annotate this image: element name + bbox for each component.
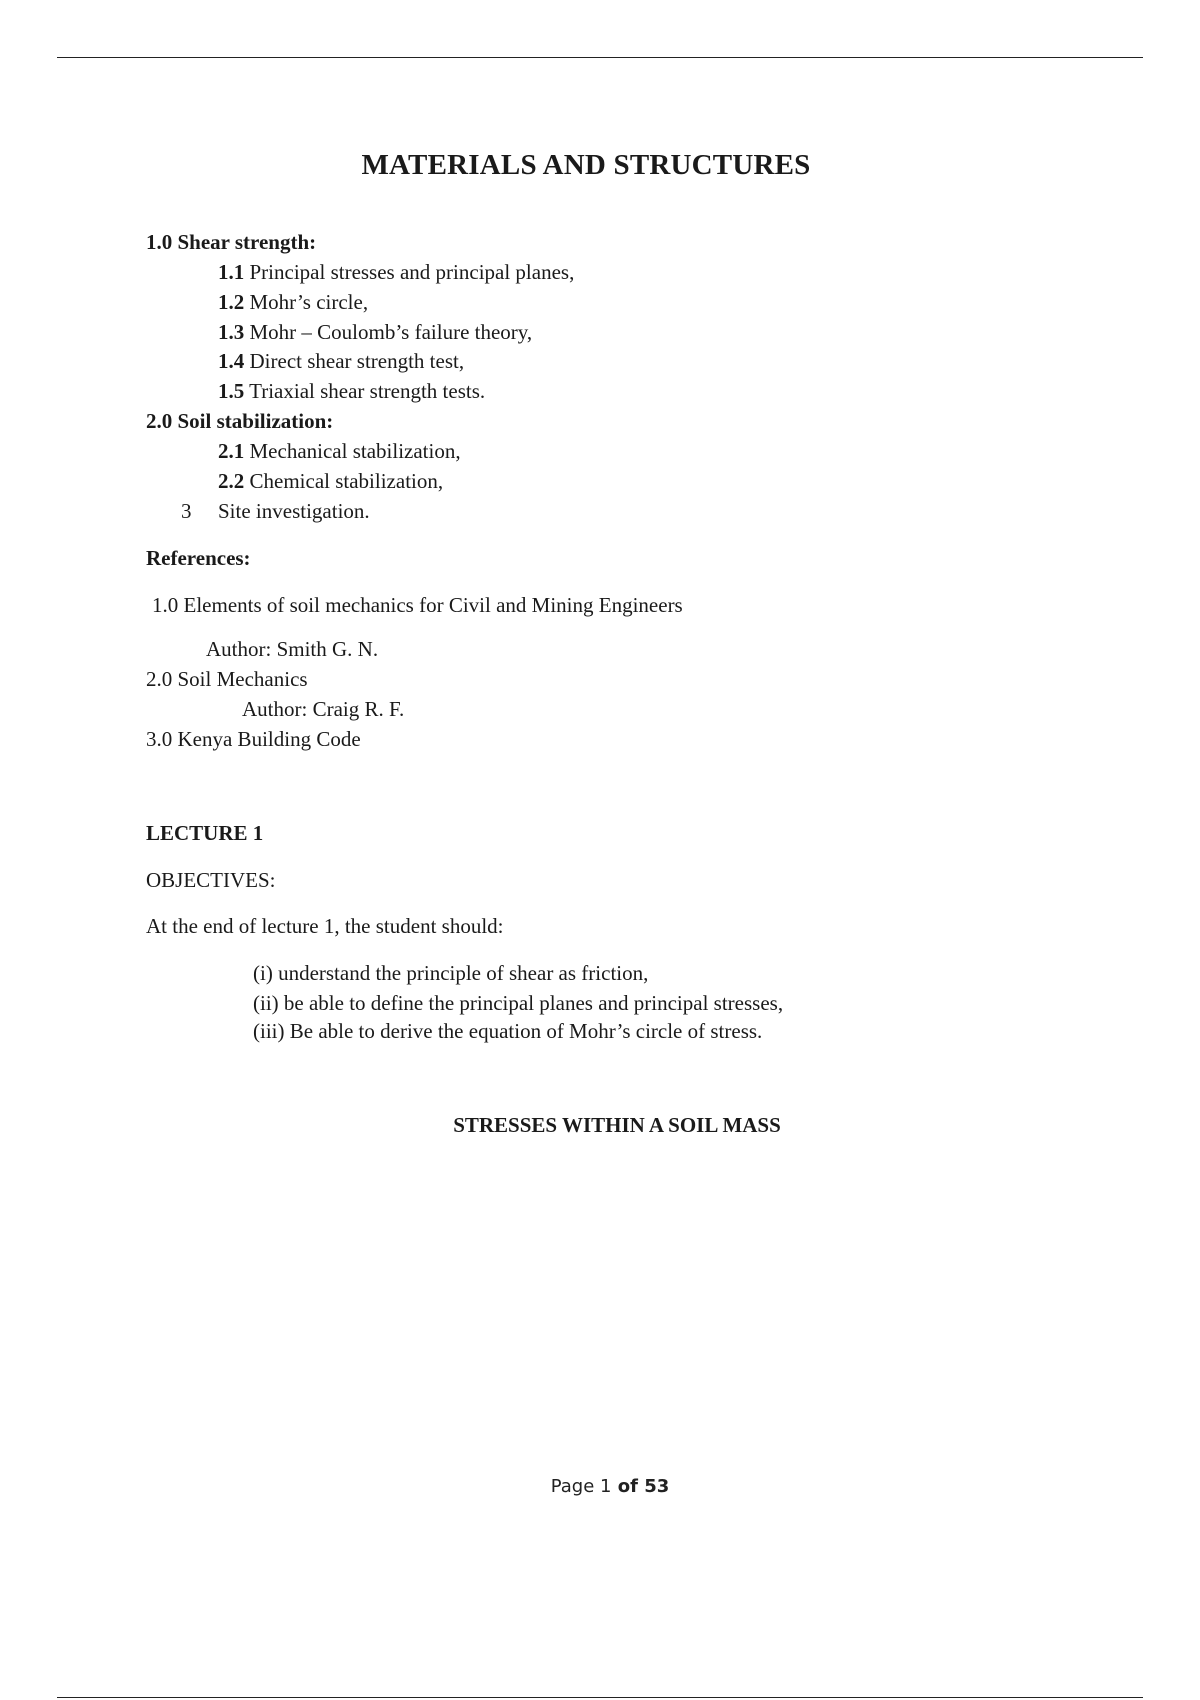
outline-item-text: Mohr – Coulomb’s failure theory, xyxy=(244,320,533,344)
outline-item-text: Direct shear strength test, xyxy=(244,349,465,373)
outline-item-text: Site investigation. xyxy=(218,499,370,523)
outline-item-text: Chemical stabilization, xyxy=(244,469,444,493)
outline-item xyxy=(218,319,532,345)
page-total: 53 xyxy=(644,1476,670,1497)
outline-item-text: Principal stresses and principal planes, xyxy=(244,260,575,284)
outline-item xyxy=(218,259,574,285)
objective-item: (i) understand the principle of shear as friction, xyxy=(253,961,649,985)
document-title: MATERIALS AND STRUCTURES xyxy=(361,149,811,181)
outline-item-number: 2.1 xyxy=(218,439,245,463)
outline-item-number: 1.3 xyxy=(218,320,245,344)
outline-item-number: 2.2 xyxy=(218,469,245,493)
objectives-label: OBJECTIVES: xyxy=(146,868,276,892)
outline-item-number: 1.4 xyxy=(218,349,245,373)
outline-item-text: Mechanical stabilization, xyxy=(244,439,461,463)
page-current: 1 xyxy=(600,1476,612,1497)
outline-item xyxy=(218,468,443,494)
objective-item: (ii) be able to define the principal planes and principal stresses, xyxy=(253,991,784,1015)
reference-title: 1.0 Elements of soil mechanics for Civil and Mining Engineers xyxy=(152,593,683,617)
page-word: Page xyxy=(550,1476,601,1497)
of-word: of xyxy=(611,1476,645,1497)
outline-item-number: 1.2 xyxy=(218,290,245,314)
section-heading-shear-strength: 1.0 Shear strength: xyxy=(146,230,317,254)
outline-item-text: Triaxial shear strength tests. xyxy=(244,379,486,403)
reference-title: 3.0 Kenya Building Code xyxy=(146,727,361,751)
objectives-intro: At the end of lecture 1, the student should: xyxy=(146,914,504,938)
section-title-stresses: STRESSES WITHIN A SOIL MASS xyxy=(453,1113,781,1137)
outline-item xyxy=(218,378,485,404)
references-heading: References: xyxy=(146,546,251,570)
outline-item-number: 1.1 xyxy=(218,260,245,284)
objective-item: (iii) Be able to derive the equation of Mohr’s circle of stress. xyxy=(253,1019,763,1043)
page-footer xyxy=(0,1476,1200,1498)
outline-item xyxy=(218,438,461,464)
reference-author: Author: Smith G. N. xyxy=(206,637,379,661)
lecture-heading: LECTURE 1 xyxy=(146,821,264,845)
section-heading-soil-stabilization: 2.0 Soil stabilization: xyxy=(146,409,334,433)
top-rule xyxy=(57,57,1143,58)
outline-item xyxy=(218,289,368,315)
reference-author: Author: Craig R. F. xyxy=(242,697,405,721)
outline-item xyxy=(218,348,464,374)
reference-title: 2.0 Soil Mechanics xyxy=(146,667,308,691)
outline-item-text: Mohr’s circle, xyxy=(244,290,369,314)
outline-item-number: 3 xyxy=(181,499,192,523)
bottom-rule xyxy=(57,1697,1143,1698)
outline-item-number: 1.5 xyxy=(218,379,245,403)
